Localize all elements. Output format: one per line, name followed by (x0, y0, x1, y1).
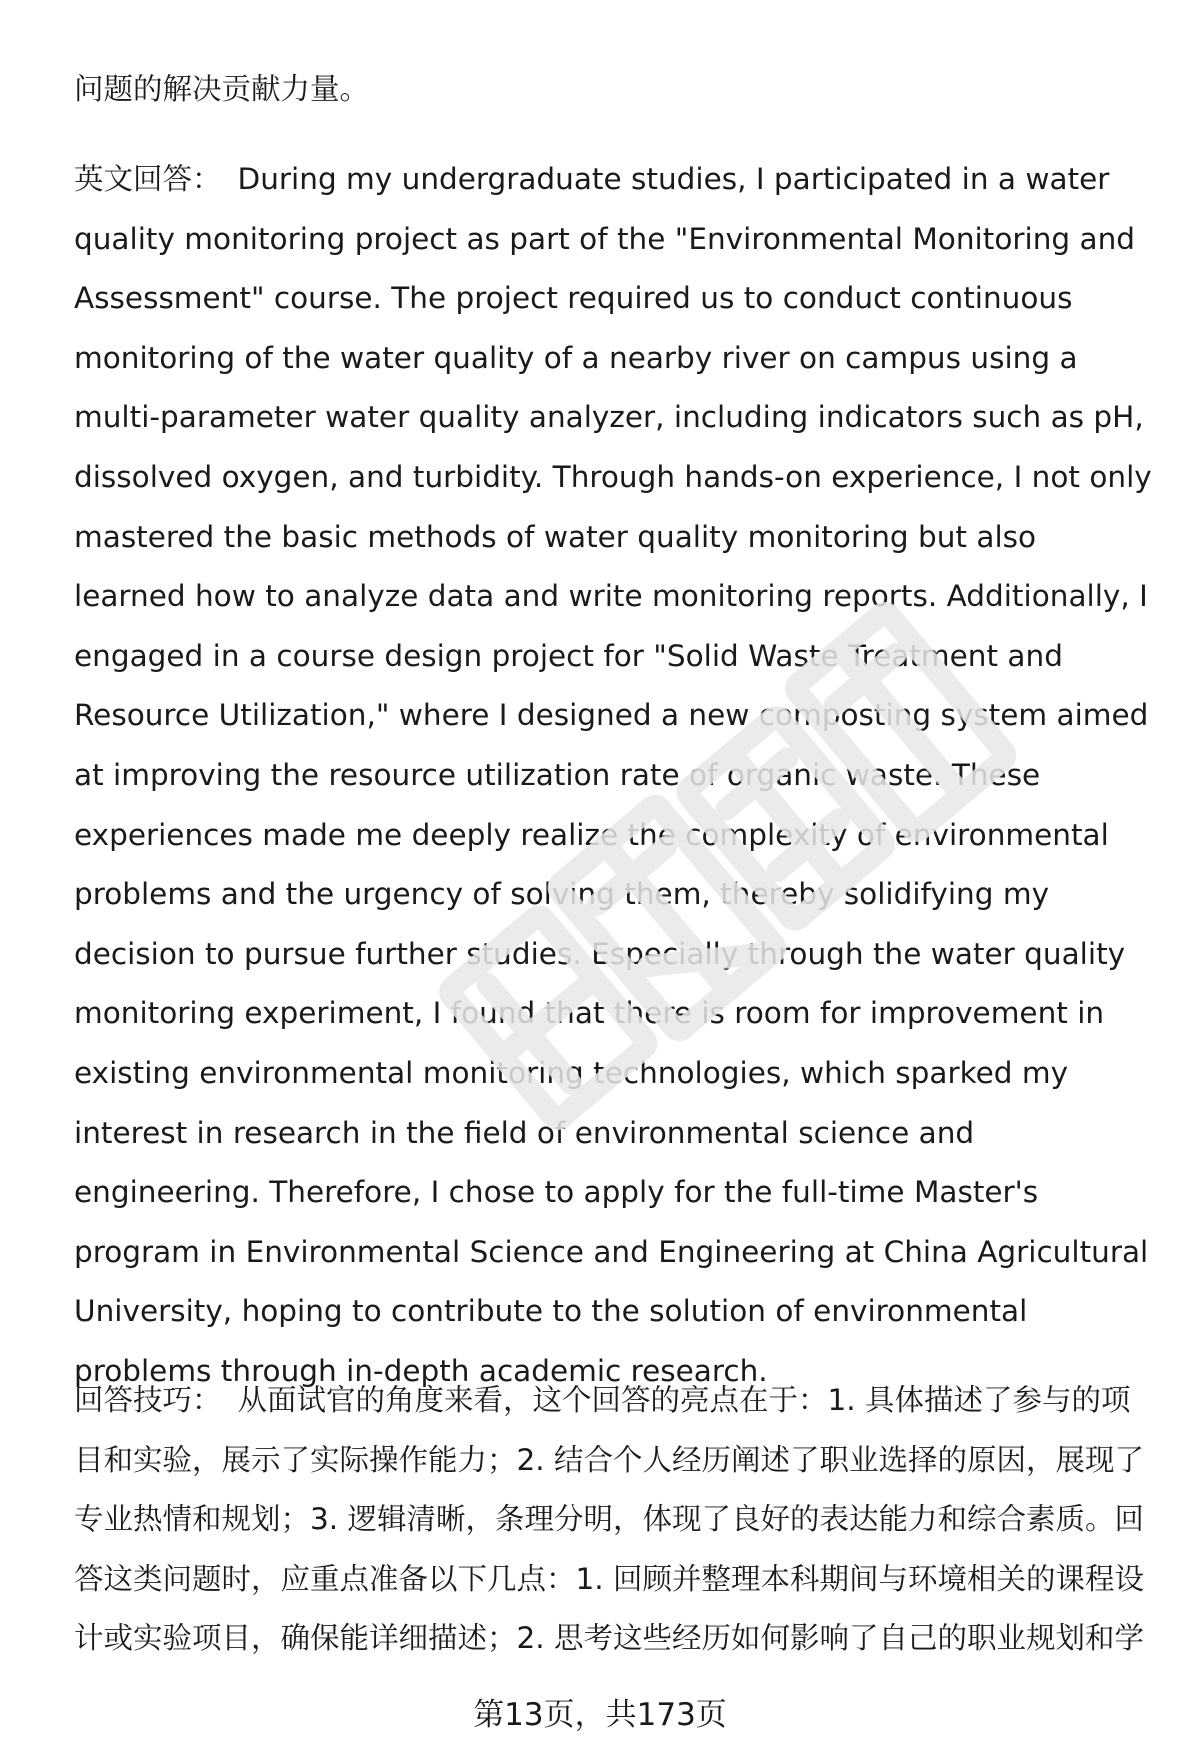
answer-tips-label: 回答技巧： (74, 1383, 222, 1417)
page-number-footer: 第13页，共173页 (473, 1697, 727, 1733)
english-answer-paragraph (74, 150, 1154, 1401)
answer-tips-paragraph (74, 1371, 1154, 1669)
top-fragment-paragraph: 问题的解决贡献力量。 (74, 72, 370, 106)
answer-tips-text: 从面试官的角度来看，这个回答的亮点在于：1. 具体描述了参与的项目和实验，展示了实际操作能力；2. 结合个人经历阐述了职业选择的原因，展现了专业热情和规划；3. 逻辑清晰，条理分明，体现了良好的表达能力和综合素质。回答这类问题时，应重点准备以下几点：1. 回顾并整理本科期间与环境相关的课程设计或实验项目，确保能详细描述；2. 思考这些经历如何影响了自己的职业规划和学 (74, 1383, 1145, 1656)
english-answer-label: 英文回答： (74, 162, 222, 196)
english-answer-text: During my undergraduate studies, I participated in a water quality monitoring project as part of the "Environmental Monitoring and Assessment" course. The project required us to conduct continuous monitoring of the water quality of a nearby river on campus using a multi-parameter water quality analyzer, including indicators such as pH, dissolved oxygen, and turbidity. Through hands-on experience, I not only mastered the basic methods of water quality monitoring but also learned how to analyze data and write monitoring reports. Additionally, I engaged in a course design project for "Solid Waste Treatment and Resource Utilization," where I designed a new composting system aimed at improving the resource utilization rate of organic waste. These experiences made me deeply realize the complexity of environmental problems and the urgency of solving them, thereby solidifying my decision to pursue further studies. Especially through the water quality monitoring experiment, I found that there is room for improvement in existing environmental monitoring technologies, which sparked my interest in research in the field of environmental science and engineering. Therefore, I chose to apply for the full-time Master's program in Environmental Science and Engineering at China Agricultural University, hoping to contribute to the solution of environmental problems through in-depth academic research. (74, 162, 1152, 1388)
